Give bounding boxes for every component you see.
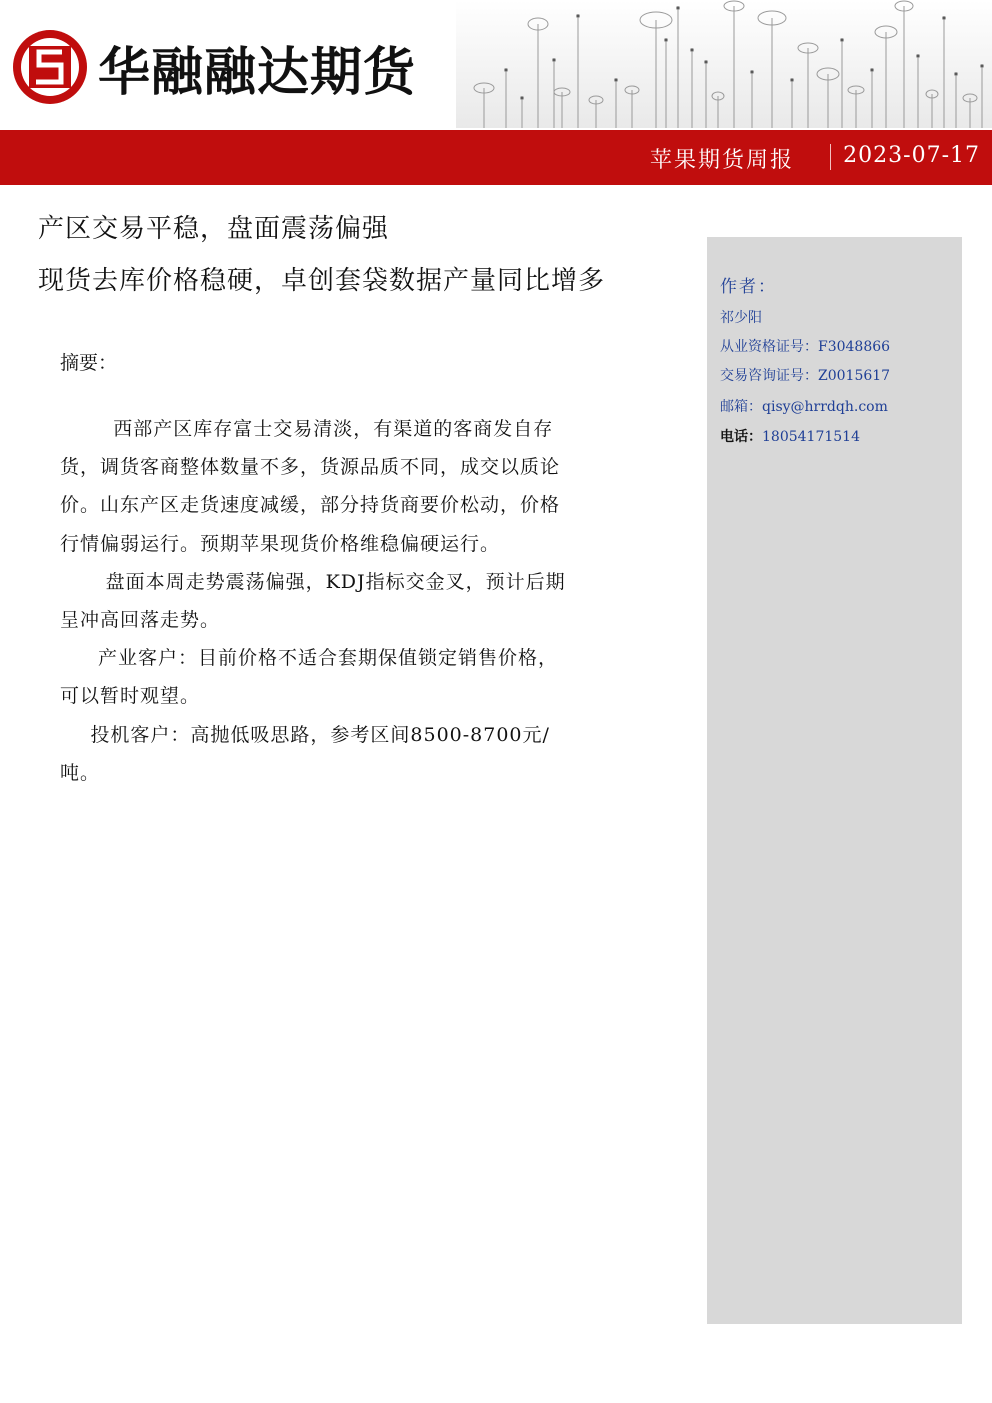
summary-body xyxy=(60,410,574,792)
summary-label: 摘要： xyxy=(60,352,118,374)
author-email[interactable]: 邮箱：qisy@hrrdqh.com xyxy=(720,399,888,415)
report-title-line1: 产区交易平稳，盘面震荡偏强 xyxy=(38,214,390,244)
phone-label: 电话： xyxy=(720,429,762,445)
page-header xyxy=(0,0,992,128)
company-logo-icon xyxy=(10,27,90,107)
report-type: 苹果期货周报 xyxy=(649,148,794,173)
report-date: 2023-07-17 xyxy=(843,143,980,168)
author-label: 作者： xyxy=(720,277,777,297)
phone-number: 18054171514 xyxy=(762,429,860,445)
qualification-number: 从业资格证号：F3048866 xyxy=(720,339,891,355)
banner-divider xyxy=(830,144,831,170)
summary-paragraph: 盘面本周走势震荡偏强，KDJ指标交金叉，预计后期呈冲高回落走势。 xyxy=(60,570,566,632)
summary-paragraph: 投机客户：高抛低吸思路，参考区间8500-8700元/吨。 xyxy=(60,723,550,784)
author-phone xyxy=(720,426,860,446)
consulting-number: 交易咨询证号：Z0015617 xyxy=(720,368,891,384)
author-name: 祁少阳 xyxy=(720,310,762,326)
company-name: 华融融达期货 xyxy=(98,43,417,103)
decorative-banner-graphic xyxy=(456,0,992,128)
report-title-line2: 现货去库价格稳硬，卓创套袋数据产量同比增多 xyxy=(38,266,606,296)
summary-paragraph: 西部产区库存富士交易清淡，有渠道的客商发自存货，调货客商整体数量不多，货源品质不同，成交以质论价。山东产区走货速度减缓，部分持货商要价松动，价格行情偏弱运行。预期苹果现货价格维稳偏硬运行。 xyxy=(60,418,561,555)
summary-paragraph: 产业客户：目前价格不适合套期保值锁定销售价格，可以暂时观望。 xyxy=(60,647,559,708)
